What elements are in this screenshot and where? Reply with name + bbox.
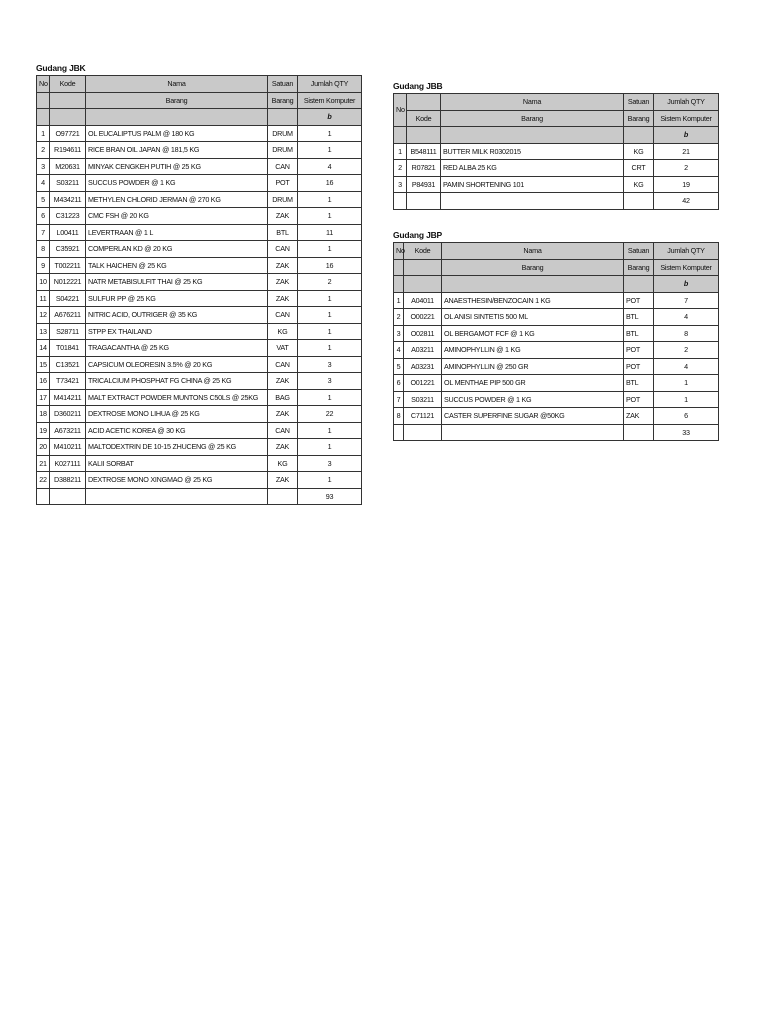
- row-qty: 7: [654, 292, 719, 309]
- row-nama: OL BERGAMOT FCF @ 1 KG: [442, 325, 624, 342]
- row-no: 17: [37, 389, 50, 406]
- header-cell: [624, 276, 654, 293]
- row-satuan: CRT: [624, 160, 654, 177]
- header-qty: Jumlah QTY: [654, 243, 719, 260]
- section-title-jbb: Gudang JBB: [393, 81, 443, 91]
- table-jbb: [393, 93, 719, 210]
- row-nama: BUTTER MILK R0302015: [441, 143, 624, 160]
- row-qty: 1: [298, 323, 362, 340]
- row-qty: 19: [654, 176, 719, 193]
- total-empty-cell: [37, 488, 50, 505]
- table-row: [37, 175, 362, 192]
- row-satuan: ZAK: [624, 408, 654, 425]
- row-qty: 2: [298, 274, 362, 291]
- table-row: [394, 391, 719, 408]
- row-kode: P84931: [407, 176, 441, 193]
- row-nama: NITRIC ACID, OUTRIGER @ 35 KG: [86, 307, 268, 324]
- row-no: 4: [37, 175, 50, 192]
- row-no: 3: [37, 158, 50, 175]
- header-cell: [442, 276, 624, 293]
- table-row: [37, 307, 362, 324]
- header-barang: Barang: [86, 92, 268, 109]
- total-empty-cell: [624, 193, 654, 210]
- total-empty-cell: [86, 488, 268, 505]
- header-cell: [407, 94, 441, 111]
- header-sistem-komputer: Sistem Komputer: [298, 92, 362, 109]
- row-no: 8: [37, 241, 50, 258]
- row-no: 1: [394, 292, 404, 309]
- table-row: [37, 422, 362, 439]
- row-nama: RED ALBA 25 KG: [441, 160, 624, 177]
- header-cell: [404, 276, 442, 293]
- row-no: 1: [394, 143, 407, 160]
- row-satuan: ZAK: [268, 406, 298, 423]
- header-satuan-barang: Barang: [624, 110, 654, 127]
- table-row: [37, 323, 362, 340]
- row-nama: TRAGACANTHA @ 25 KG: [86, 340, 268, 357]
- row-nama: OL EUCALIPTUS PALM @ 180 KG: [86, 125, 268, 142]
- table-row: [37, 125, 362, 142]
- row-qty: 3: [298, 373, 362, 390]
- row-nama: LEVERTRAAN @ 1 L: [86, 224, 268, 241]
- header-nama: Nama: [442, 243, 624, 260]
- row-no: 12: [37, 307, 50, 324]
- table-row: [37, 439, 362, 456]
- header-cell: [37, 109, 50, 126]
- row-nama: CASTER SUPERFINE SUGAR @50KG: [442, 408, 624, 425]
- header-row-2: [37, 92, 362, 109]
- header-row-3: [394, 127, 719, 144]
- header-cell: [50, 92, 86, 109]
- table-row: [394, 143, 719, 160]
- row-nama: CAPSICUM OLEORESIN 3.5% @ 20 KG: [86, 356, 268, 373]
- row-satuan: CAN: [268, 422, 298, 439]
- header-barang: Barang: [441, 110, 624, 127]
- row-kode: O01221: [404, 375, 442, 392]
- header-no: No: [394, 94, 407, 127]
- row-nama: AMINOPHYLLIN @ 250 GR: [442, 358, 624, 375]
- total-qty: 33: [654, 424, 719, 441]
- row-nama: MALTODEXTRIN DE 10-15 ZHUCENG @ 25 KG: [86, 439, 268, 456]
- row-nama: CMC FSH @ 20 KG: [86, 208, 268, 225]
- row-kode: A03231: [404, 358, 442, 375]
- row-kode: S03211: [404, 391, 442, 408]
- row-no: 18: [37, 406, 50, 423]
- table-row: [37, 158, 362, 175]
- table-row: [394, 176, 719, 193]
- total-empty-cell: [50, 488, 86, 505]
- row-no: 4: [394, 342, 404, 359]
- total-qty: 42: [654, 193, 719, 210]
- header-nama: Nama: [441, 94, 624, 111]
- row-qty: 22: [298, 406, 362, 423]
- row-kode: A676211: [50, 307, 86, 324]
- row-kode: S28711: [50, 323, 86, 340]
- row-satuan: KG: [624, 176, 654, 193]
- row-qty: 4: [298, 158, 362, 175]
- row-satuan: POT: [624, 358, 654, 375]
- row-satuan: ZAK: [268, 208, 298, 225]
- row-satuan: DRUM: [268, 125, 298, 142]
- row-qty: 1: [654, 375, 719, 392]
- row-nama: MINYAK CENGKEH PUTIH @ 25 KG: [86, 158, 268, 175]
- row-no: 6: [394, 375, 404, 392]
- header-cell: [624, 127, 654, 144]
- row-no: 9: [37, 257, 50, 274]
- row-qty: 8: [654, 325, 719, 342]
- row-kode: D388211: [50, 472, 86, 489]
- row-kode: S03211: [50, 175, 86, 192]
- header-satuan: Satuan: [624, 243, 654, 260]
- row-satuan: POT: [624, 342, 654, 359]
- row-no: 1: [37, 125, 50, 142]
- row-qty: 1: [298, 472, 362, 489]
- header-no: No: [37, 76, 50, 93]
- row-satuan: KG: [268, 455, 298, 472]
- header-cell: [441, 127, 624, 144]
- row-satuan: POT: [624, 391, 654, 408]
- header-nama: Nama: [86, 76, 268, 93]
- header-qty: Jumlah QTY: [298, 76, 362, 93]
- header-satuan-barang: Barang: [624, 259, 654, 276]
- row-qty: 1: [298, 125, 362, 142]
- total-empty-cell: [624, 424, 654, 441]
- header-row-3: [394, 276, 719, 293]
- row-no: 5: [394, 358, 404, 375]
- total-empty-cell: [404, 424, 442, 441]
- row-satuan: DRUM: [268, 191, 298, 208]
- row-kode: O02811: [404, 325, 442, 342]
- header-row: [37, 76, 362, 93]
- row-nama: METHYLEN CHLORID JERMAN @ 270 KG: [86, 191, 268, 208]
- table-jbk: [36, 75, 362, 505]
- header-cell: [404, 259, 442, 276]
- row-kode: S04221: [50, 290, 86, 307]
- row-satuan: ZAK: [268, 290, 298, 307]
- row-satuan: BTL: [624, 375, 654, 392]
- total-empty-cell: [407, 193, 441, 210]
- table-row: [37, 455, 362, 472]
- header-kode: Kode: [50, 76, 86, 93]
- row-qty: 1: [298, 439, 362, 456]
- row-satuan: BTL: [624, 325, 654, 342]
- row-nama: ANAESTHESIN/BENZOCAIN 1 KG: [442, 292, 624, 309]
- row-no: 5: [37, 191, 50, 208]
- row-qty: 2: [654, 160, 719, 177]
- row-kode: T73421: [50, 373, 86, 390]
- row-no: 21: [37, 455, 50, 472]
- table-row: [37, 224, 362, 241]
- row-no: 10: [37, 274, 50, 291]
- table-row: [394, 292, 719, 309]
- row-nama: ACID ACETIC KOREA @ 30 KG: [86, 422, 268, 439]
- row-qty: 3: [298, 356, 362, 373]
- row-satuan: BTL: [624, 309, 654, 326]
- row-kode: M410211: [50, 439, 86, 456]
- table-row: [394, 325, 719, 342]
- row-nama: SULFUR PP @ 25 KG: [86, 290, 268, 307]
- total-empty-cell: [268, 488, 298, 505]
- row-qty: 1: [298, 340, 362, 357]
- header-cell: [394, 276, 404, 293]
- row-nama: COMPERLAN KD @ 20 KG: [86, 241, 268, 258]
- row-satuan: BTL: [268, 224, 298, 241]
- table-row: [37, 191, 362, 208]
- row-kode: A673211: [50, 422, 86, 439]
- row-satuan: CAN: [268, 356, 298, 373]
- row-nama: SUCCUS POWDER @ 1 KG: [86, 175, 268, 192]
- header-barang: Barang: [442, 259, 624, 276]
- row-kode: C71121: [404, 408, 442, 425]
- row-kode: R194611: [50, 142, 86, 159]
- header-cell: [37, 92, 50, 109]
- row-qty: 1: [298, 142, 362, 159]
- row-nama: RICE BRAN OIL JAPAN @ 181,5 KG: [86, 142, 268, 159]
- row-qty: 11: [298, 224, 362, 241]
- row-qty: 6: [654, 408, 719, 425]
- header-kode: Kode: [404, 243, 442, 260]
- row-qty: 1: [298, 191, 362, 208]
- sheet-jbp: [393, 228, 719, 441]
- table-row: [37, 389, 362, 406]
- row-kode: O00221: [404, 309, 442, 326]
- row-satuan: VAT: [268, 340, 298, 357]
- row-no: 16: [37, 373, 50, 390]
- row-no: 8: [394, 408, 404, 425]
- total-empty-cell: [441, 193, 624, 210]
- row-no: 19: [37, 422, 50, 439]
- row-satuan: DRUM: [268, 142, 298, 159]
- row-qty: 21: [654, 143, 719, 160]
- row-no: 7: [394, 391, 404, 408]
- sheet-jbk: [36, 61, 362, 505]
- row-kode: A03211: [404, 342, 442, 359]
- header-cell: [394, 127, 407, 144]
- total-empty-cell: [442, 424, 624, 441]
- row-no: 13: [37, 323, 50, 340]
- row-nama: SUCCUS POWDER @ 1 KG: [442, 391, 624, 408]
- row-nama: PAMIN SHORTENING 101: [441, 176, 624, 193]
- table-row: [394, 160, 719, 177]
- header-row-2: [394, 110, 719, 127]
- row-satuan: KG: [268, 323, 298, 340]
- row-kode: R07821: [407, 160, 441, 177]
- row-satuan: ZAK: [268, 373, 298, 390]
- row-qty: 1: [298, 307, 362, 324]
- row-satuan: BAG: [268, 389, 298, 406]
- row-nama: OL MENTHAE PIP 500 GR: [442, 375, 624, 392]
- header-kode: Kode: [407, 110, 441, 127]
- total-qty: 93: [298, 488, 362, 505]
- header-no: No: [394, 243, 404, 260]
- row-satuan: CAN: [268, 158, 298, 175]
- row-no: 22: [37, 472, 50, 489]
- row-nama: AMINOPHYLLIN @ 1 KG: [442, 342, 624, 359]
- row-qty: 16: [298, 257, 362, 274]
- row-no: 14: [37, 340, 50, 357]
- table-row: [394, 342, 719, 359]
- header-cell: [407, 127, 441, 144]
- row-kode: T002211: [50, 257, 86, 274]
- table-row: [37, 472, 362, 489]
- row-qty: 1: [298, 241, 362, 258]
- row-kode: L00411: [50, 224, 86, 241]
- row-qty: 1: [298, 389, 362, 406]
- row-qty: 3: [298, 455, 362, 472]
- header-cell: [394, 259, 404, 276]
- row-kode: O97721: [50, 125, 86, 142]
- table-row: [394, 408, 719, 425]
- row-satuan: KG: [624, 143, 654, 160]
- header-sistem-komputer: Sistem Komputer: [654, 110, 719, 127]
- row-no: 3: [394, 325, 404, 342]
- sheet-jbb: [393, 79, 719, 210]
- header-row: [394, 243, 719, 260]
- table-row: [37, 356, 362, 373]
- row-no: 3: [394, 176, 407, 193]
- section-title-jbk: Gudang JBK: [36, 63, 86, 73]
- table-row: [394, 309, 719, 326]
- row-kode: M414211: [50, 389, 86, 406]
- row-kode: C35921: [50, 241, 86, 258]
- row-satuan: ZAK: [268, 257, 298, 274]
- header-row-3: [37, 109, 362, 126]
- row-qty: 1: [654, 391, 719, 408]
- table-row: [37, 208, 362, 225]
- row-satuan: CAN: [268, 307, 298, 324]
- row-kode: T01841: [50, 340, 86, 357]
- header-row: [394, 94, 719, 111]
- table-row: [37, 257, 362, 274]
- header-satuan-barang: Barang: [268, 92, 298, 109]
- header-sistem-komputer: Sistem Komputer: [654, 259, 719, 276]
- section-title-jbp: Gudang JBP: [393, 230, 443, 240]
- total-row: [394, 193, 719, 210]
- total-empty-cell: [394, 193, 407, 210]
- row-qty: 1: [298, 422, 362, 439]
- row-qty: 16: [298, 175, 362, 192]
- row-satuan: POT: [268, 175, 298, 192]
- header-cell: [268, 109, 298, 126]
- row-kode: C31223: [50, 208, 86, 225]
- header-satuan: Satuan: [624, 94, 654, 111]
- header-cell: [86, 109, 268, 126]
- row-no: 6: [37, 208, 50, 225]
- row-no: 2: [37, 142, 50, 159]
- row-kode: B548111: [407, 143, 441, 160]
- row-kode: N012221: [50, 274, 86, 291]
- table-jbp: [393, 242, 719, 441]
- header-b: b: [654, 127, 719, 144]
- header-b: b: [298, 109, 362, 126]
- total-row: [37, 488, 362, 505]
- row-qty: 2: [654, 342, 719, 359]
- table-row: [37, 142, 362, 159]
- row-qty: 1: [298, 208, 362, 225]
- row-no: 11: [37, 290, 50, 307]
- row-no: 20: [37, 439, 50, 456]
- row-no: 2: [394, 160, 407, 177]
- table-row: [37, 373, 362, 390]
- table-row: [37, 241, 362, 258]
- row-qty: 4: [654, 309, 719, 326]
- total-row: [394, 424, 719, 441]
- header-cell: [50, 109, 86, 126]
- row-no: 2: [394, 309, 404, 326]
- header-satuan: Satuan: [268, 76, 298, 93]
- row-kode: M20631: [50, 158, 86, 175]
- row-qty: 4: [654, 358, 719, 375]
- table-row: [37, 406, 362, 423]
- row-nama: STPP EX THAILAND: [86, 323, 268, 340]
- row-nama: MALT EXTRACT POWDER MUNTONS C50LS @ 25KG: [86, 389, 268, 406]
- row-kode: D360211: [50, 406, 86, 423]
- row-nama: TRICALCIUM PHOSPHAT FG CHINA @ 25 KG: [86, 373, 268, 390]
- row-nama: DEXTROSE MONO XINGMAO @ 25 KG: [86, 472, 268, 489]
- row-qty: 1: [298, 290, 362, 307]
- row-satuan: ZAK: [268, 472, 298, 489]
- table-row: [37, 340, 362, 357]
- header-b: b: [654, 276, 719, 293]
- row-kode: K027111: [50, 455, 86, 472]
- row-satuan: CAN: [268, 241, 298, 258]
- table-row: [37, 274, 362, 291]
- row-kode: A04011: [404, 292, 442, 309]
- total-empty-cell: [394, 424, 404, 441]
- row-nama: OL ANISI SINTETIS 500 ML: [442, 309, 624, 326]
- row-satuan: POT: [624, 292, 654, 309]
- row-nama: TALK HAICHEN @ 25 KG: [86, 257, 268, 274]
- row-no: 7: [37, 224, 50, 241]
- row-satuan: ZAK: [268, 274, 298, 291]
- table-row: [394, 375, 719, 392]
- row-kode: C13521: [50, 356, 86, 373]
- table-row: [394, 358, 719, 375]
- table-row: [37, 290, 362, 307]
- row-nama: KALII SORBAT: [86, 455, 268, 472]
- row-no: 15: [37, 356, 50, 373]
- header-qty: Jumlah QTY: [654, 94, 719, 111]
- row-nama: DEXTROSE MONO LIHUA @ 25 KG: [86, 406, 268, 423]
- header-row-2: [394, 259, 719, 276]
- row-nama: NATR METABISULFIT THAI @ 25 KG: [86, 274, 268, 291]
- row-satuan: ZAK: [268, 439, 298, 456]
- row-kode: M434211: [50, 191, 86, 208]
